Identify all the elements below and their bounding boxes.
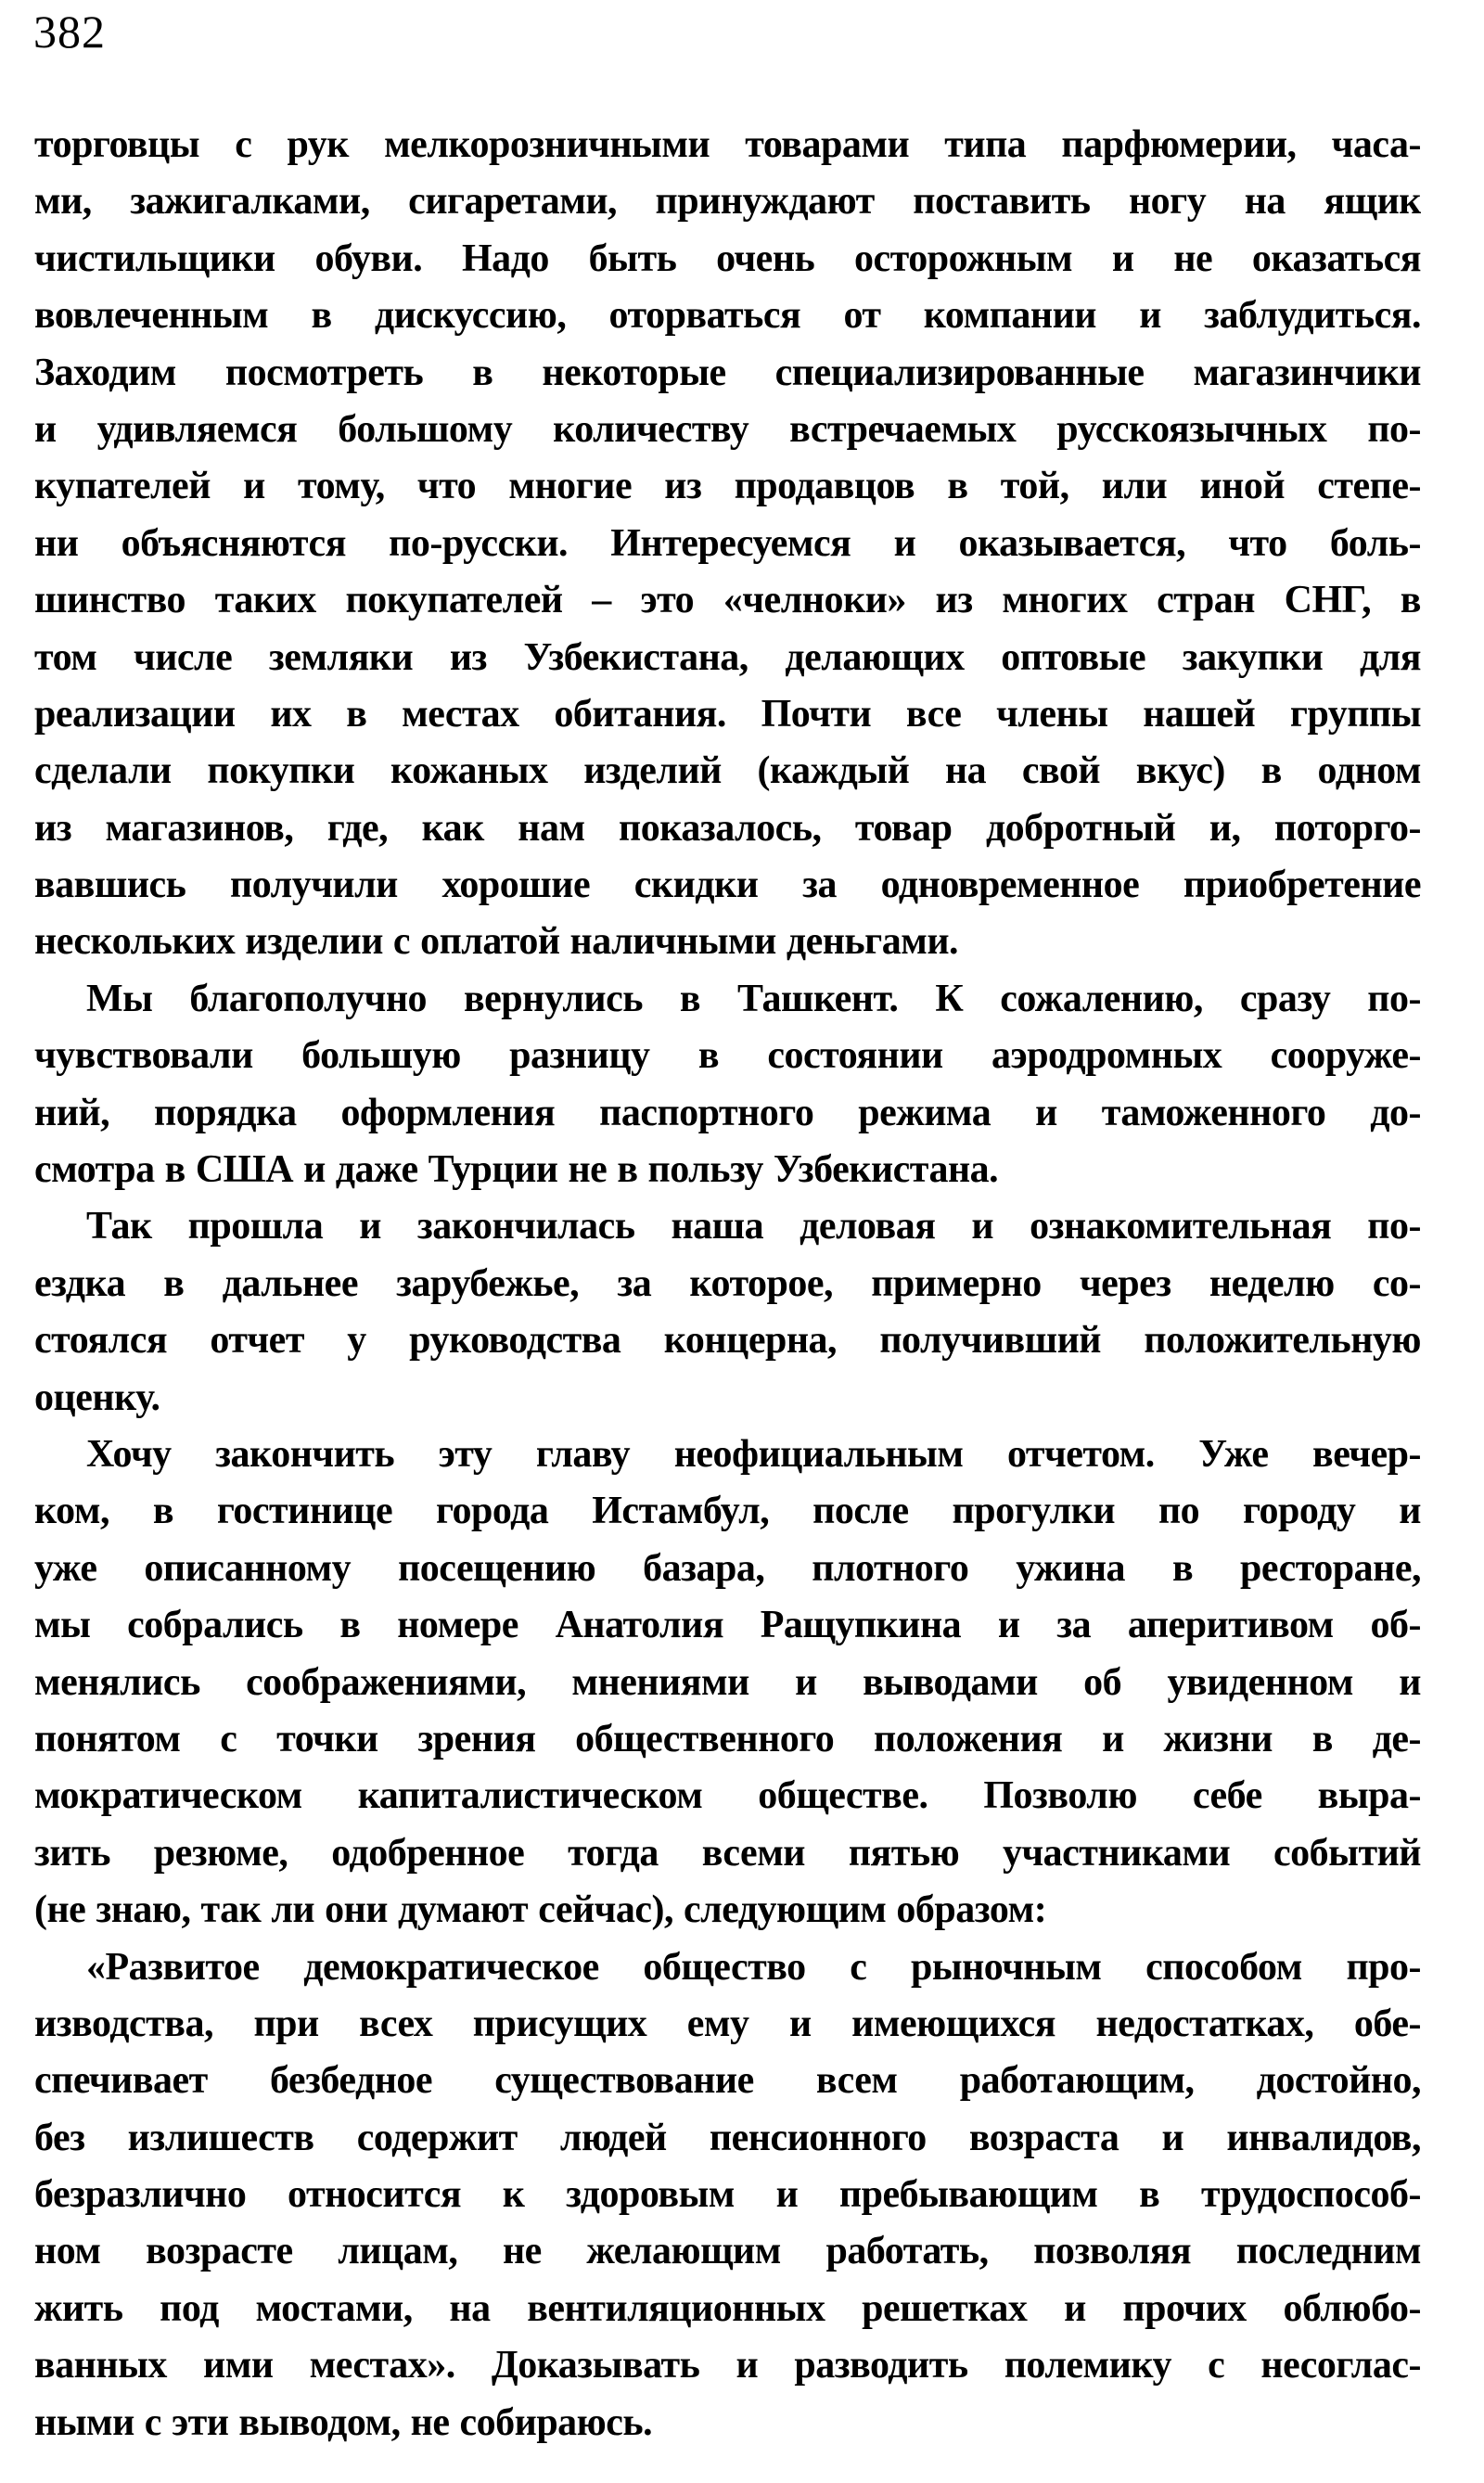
text-line: чистильщики обуви. Надо быть очень осторожным и не оказаться bbox=[34, 237, 1421, 280]
text-line: зить резюме, одобренное тогда всеми пятью участниками событий bbox=[34, 1831, 1421, 1875]
text-line: понятом с точки зрения общественного положения и жизни в де- bbox=[34, 1717, 1421, 1760]
text-line: нескольких изделии с оплатой наличными деньгами. bbox=[34, 920, 959, 964]
text-line: из магазинов, где, как нам показалось, товар добротный и, поторго- bbox=[34, 806, 1421, 850]
text-line: ком, в гостинице города Истамбул, после прогулки по городу и bbox=[34, 1490, 1421, 1533]
text-line: менялись соображениями, мнениями и выводами об увиденном и bbox=[34, 1660, 1421, 1704]
text-line: ездка в дальнее зарубежье, за которое, примерно через неделю со- bbox=[34, 1261, 1421, 1305]
text-line: торговцы с рук мелкорозничными товарами типа парфюмерии, часа- bbox=[34, 123, 1421, 166]
text-line: «Развитое демократическое общество с рыночным способом про- bbox=[86, 1945, 1421, 1989]
text-line: Мы благополучно вернулись в Ташкент. К сожалению, сразу по- bbox=[86, 977, 1421, 1020]
text-line: том числе земляки из Узбекистана, делающих оптовые закупки для bbox=[34, 635, 1421, 679]
text-line: уже описанному посещению базара, плотного ужина в ресторане, bbox=[34, 1546, 1421, 1590]
text-line: спечивает безбедное существование всем работающим, достойно, bbox=[34, 2059, 1421, 2103]
text-line: вавшись получили хорошие скидки за одновременное приобретение bbox=[34, 864, 1421, 907]
text-line: сделали покупки кожаных изделий (каждый на свой вкус) в одном bbox=[34, 749, 1421, 793]
text-line: реализации их в местах обитания. Почти все члены нашей группы bbox=[34, 692, 1421, 736]
text-line: ний, порядка оформления паспортного режима и таможенного до- bbox=[34, 1091, 1421, 1134]
text-line: купателей и тому, что многие из продавцов в той, или иной степе- bbox=[34, 465, 1421, 508]
text-line: ни объясняются по-русски. Интересуемся и оказывается, что боль- bbox=[34, 521, 1421, 565]
text-line: жить под мостами, на вентиляционных решетках и прочих облюбо- bbox=[34, 2286, 1421, 2330]
text-block bbox=[34, 117, 1421, 2451]
text-line: ванных ими местах». Доказывать и разводить полемику с несоглас- bbox=[34, 2344, 1421, 2387]
text-line: изводства, при всех присущих ему и имеющихся недостатках, обе- bbox=[34, 2002, 1421, 2045]
text-line: (не знаю, так ли они думают сейчас), следующим образом: bbox=[34, 1888, 1047, 1932]
text-line: шинство таких покупателей – это «челноки» из многих стран СНГ, в bbox=[34, 579, 1421, 622]
text-line: вовлеченным в дискуссию, оторваться от компании и заблудиться. bbox=[34, 294, 1421, 338]
page-number: 382 bbox=[33, 6, 106, 58]
text-line: безразлично относится к здоровым и пребывающим в трудоспособ- bbox=[34, 2173, 1421, 2217]
text-line: оценку. bbox=[34, 1376, 160, 1419]
text-line: стоялся отчет у руководства концерна, получивший положительную bbox=[34, 1319, 1421, 1363]
text-line: мократическом капиталистическом обществе. Позволю себе выра- bbox=[34, 1774, 1421, 1818]
text-line: Так прошла и закончилась наша деловая и ознакомительная по- bbox=[86, 1205, 1421, 1248]
text-line: без излишеств содержит людей пенсионного возраста и инвалидов, bbox=[34, 2116, 1421, 2159]
text-line: мы собрались в номере Анатолия Ращупкина и за аперитивом об- bbox=[34, 1604, 1421, 1647]
text-line: смотра в США и даже Турции не в пользу Узбекистана. bbox=[34, 1148, 999, 1192]
text-line: и удивляемся большому количеству встречаемых русскоязычных по- bbox=[34, 407, 1421, 451]
text-line: ми, зажигалками, сигаретами, принуждают поставить ногу на ящик bbox=[34, 180, 1421, 224]
text-line: чувствовали большую разницу в состоянии аэродромных сооруже- bbox=[34, 1034, 1421, 1078]
text-line: ными с эти выводом, не собираюсь. bbox=[34, 2400, 653, 2444]
text-line: ном возрасте лицам, не желающим работать, позволяя последним bbox=[34, 2230, 1421, 2273]
text-line: Хочу закончить эту главу неофициальным отчетом. Уже вечер- bbox=[86, 1432, 1421, 1476]
text-line: Заходим посмотреть в некоторые специализированные магазинчики bbox=[34, 351, 1421, 394]
